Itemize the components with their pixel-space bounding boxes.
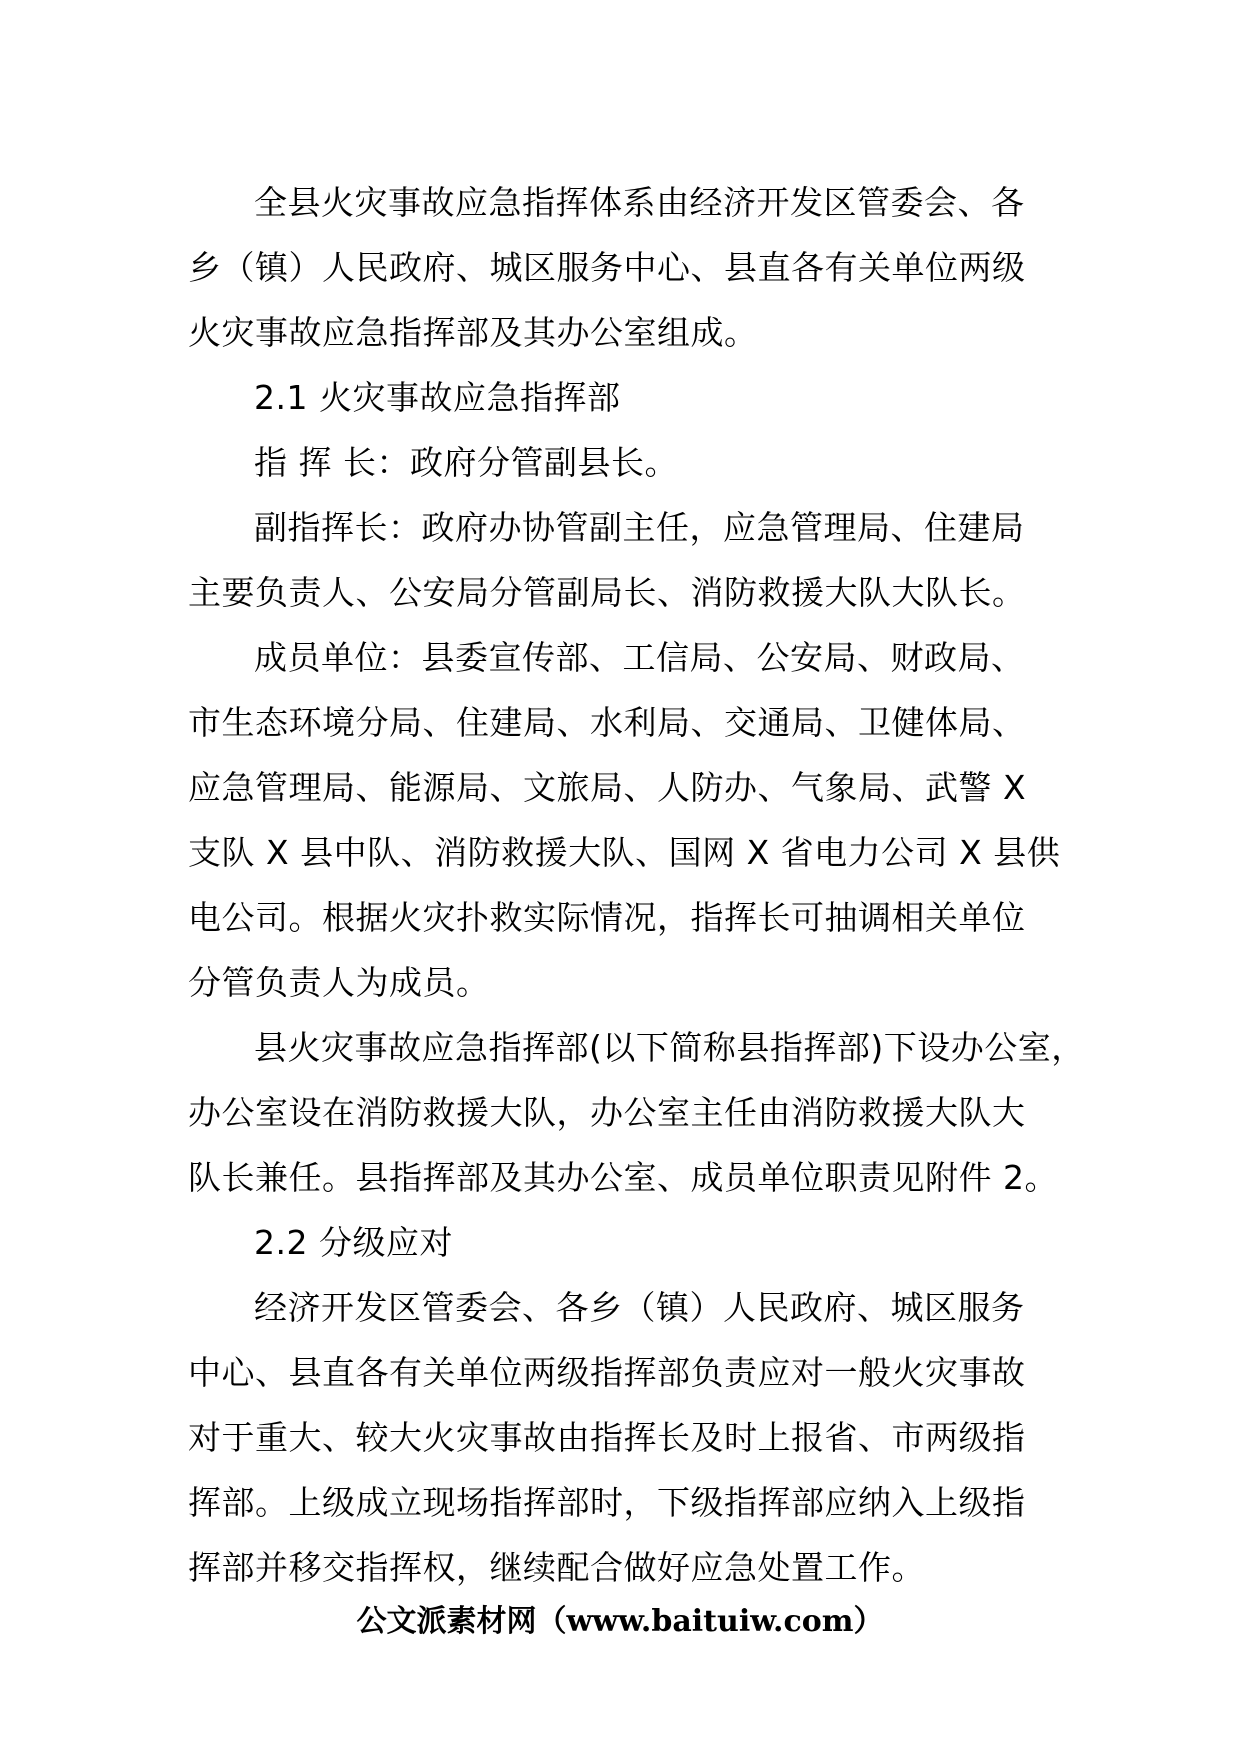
footer-watermark: 公文派素材网（www.baituiw.com） — [356, 1604, 884, 1639]
paragraph-line: 支队 X 县中队、消防救援大队、国网 X 省电力公司 X 县供 — [188, 833, 1061, 872]
paragraph-line: 乡（镇）人民政府、城区服务中心、县直各有关单位两级 — [188, 248, 1026, 287]
paragraph-line: 对于重大、较大火灾事故由指挥长及时上报省、市两级指 — [188, 1418, 1026, 1457]
paragraph-line: 副指挥长：政府办协管副主任，应急管理局、住建局 — [254, 508, 1025, 547]
paragraph-line: 指 挥 长：政府分管副县长。 — [254, 443, 678, 482]
paragraph-line: 市生态环境分局、住建局、水利局、交通局、卫健体局、 — [188, 703, 1026, 742]
paragraph-line: 成员单位：县委宣传部、工信局、公安局、财政局、 — [254, 638, 1025, 677]
paragraph-line: 分管负责人为成员。 — [188, 963, 490, 1002]
paragraph-line: 县火灾事故应急指挥部(以下简称县指挥部)下设办公室， — [254, 1028, 1085, 1067]
paragraph-line: 火灾事故应急指挥部及其办公室组成。 — [188, 313, 758, 352]
document-body — [188, 170, 1088, 1600]
paragraph-line: 主要负责人、公安局分管副局长、消防救援大队大队长。 — [188, 573, 1026, 612]
paragraph-line: 中心、县直各有关单位两级指挥部负责应对一般火灾事故 — [188, 1353, 1026, 1392]
paragraph-line: 应急管理局、能源局、文旅局、人防办、气象局、武警 X — [188, 768, 1027, 807]
paragraph-line: 挥部。上级成立现场指挥部时，下级指挥部应纳入上级指 — [188, 1483, 1026, 1522]
paragraph-line: 经济开发区管委会、各乡（镇）人民政府、城区服务 — [254, 1288, 1025, 1327]
paragraph-line: 全县火灾事故应急指挥体系由经济开发区管委会、各 — [254, 183, 1025, 222]
section-heading: 2.2 分级应对 — [254, 1223, 453, 1262]
paragraph-line: 办公室设在消防救援大队，办公室主任由消防救援大队大 — [188, 1093, 1026, 1132]
paragraph-line: 队长兼任。县指挥部及其办公室、成员单位职责见附件 2。 — [188, 1158, 1058, 1197]
paragraph-line: 挥部并移交指挥权，继续配合做好应急处置工作。 — [188, 1548, 925, 1587]
paragraph-line: 电公司。根据火灾扑救实际情况，指挥长可抽调相关单位 — [188, 898, 1026, 937]
section-heading: 2.1 火灾事故应急指挥部 — [254, 378, 621, 417]
